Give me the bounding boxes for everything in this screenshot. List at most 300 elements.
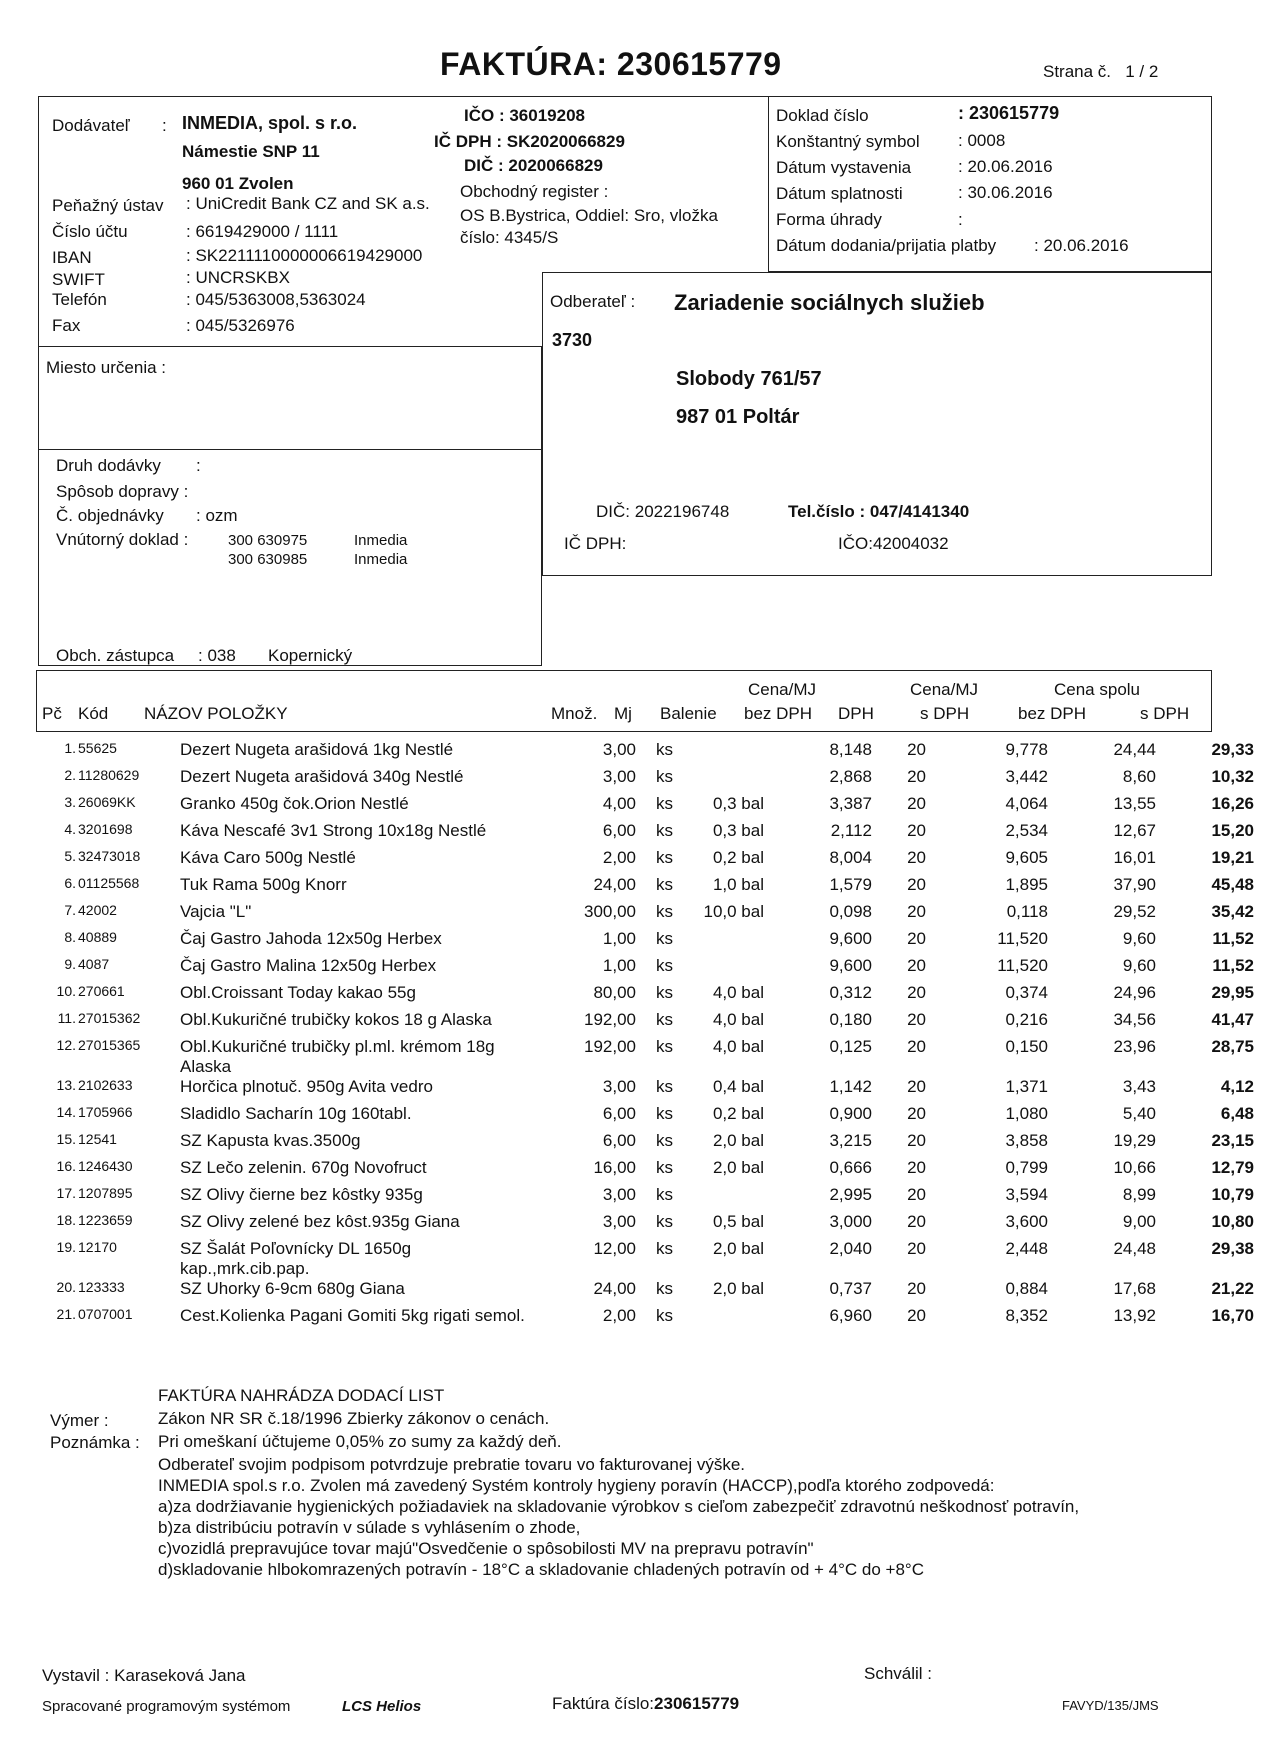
forma-value: : [958,210,963,229]
iban-label: IBAN [52,248,92,267]
page-value: 1 / 2 [1125,62,1159,81]
cell-nazov [180,1131,570,1158]
cell-nazov [180,848,570,875]
item-name: Granko 450g čok.Orion Nestlé [180,794,409,813]
cell-spolu-s: 6,48 [1220,1104,1254,1123]
cell-mj: ks [656,1185,673,1204]
cell-cena-s: 4,064 [1005,794,1048,813]
cell-spolu-bez: 29,52 [1113,902,1156,921]
items-table [38,740,1254,1333]
th-spolu-bez: bez DPH [1018,704,1087,723]
note-line1: Pri omeškaní účtujeme 0,05% zo sumy za každý deň. [158,1432,562,1451]
item-name: Tuk Rama 500g Knorr [180,875,347,894]
cell-kod: 1705966 [78,1104,133,1120]
item-name: Čaj Gastro Malina 12x50g Herbex [180,956,437,975]
customer-box [542,272,1212,576]
fax-label: Fax [52,316,81,335]
cell-cena-s: 2,534 [1005,821,1048,840]
cell-spolu-bez: 24,96 [1113,983,1156,1002]
cell-nazov [180,1010,570,1037]
cell-cena-bez: 1,579 [829,875,872,894]
cell-mj: ks [656,983,673,1002]
table-row [38,1131,1254,1158]
note-line7: d)skladovanie hlbokomrazených potravín - 18°C a skladovanie chladených potravín od + 4°C do +8°C [158,1560,925,1579]
cell-nazov [180,983,570,1010]
schvalil-label: Schválil : [864,1664,933,1683]
supplier-ico: IČO : 36019208 [464,106,585,125]
th-pc: Pč [42,704,62,723]
item-name: Sladidlo Sacharín 10g 160tabl. [180,1104,412,1123]
cell-spolu-bez: 12,67 [1113,821,1156,840]
table-row [38,1306,1254,1333]
note-line2: Odberateľ svojim podpisom potvrdzuje prebratie tovaru vo fakturovanej výške. [158,1455,746,1474]
doklad-value: : 230615779 [958,103,1060,123]
th-spolu: Cena spolu [1054,680,1141,699]
cell-spolu-s: 10,32 [1211,767,1254,786]
vnut2-num: 300 630985 [228,551,308,568]
th-cena-bez-2: bez DPH [744,704,813,723]
iban-value: : SK2211110000006619429000 [186,246,423,265]
customer-ico: IČO:42004032 [838,534,949,553]
cell-dph: 20 [907,1131,926,1150]
table-row [38,794,1254,821]
cell-cena-bez: 2,112 [830,821,872,840]
cell-cena-bez: 0,180 [829,1010,872,1029]
cell-dph: 20 [907,1037,926,1056]
register-line1: OS B.Bystrica, Oddiel: Sro, vložka [460,206,718,225]
vymer-value: Zákon NR SR č.18/1996 Zbierky zákonov o cenách. [158,1409,550,1428]
phone-value: : 045/5363008,5363024 [186,290,366,309]
cell-mj: ks [656,929,673,948]
phone-label: Telefón [52,290,107,309]
splatnosti-label: Dátum splatnosti [776,184,903,203]
table-row [38,1239,1254,1279]
cell-mj: ks [656,1104,673,1123]
cell-cena-bez: 0,666 [829,1158,872,1177]
cell-cena-s: 3,858 [1005,1131,1048,1150]
item-name: SZ Šalát Poľovnícky DL 1650g [180,1239,412,1258]
cell-mnoz: 1,00 [602,956,636,975]
supplier-street: Námestie SNP 11 [182,142,320,161]
cell-spolu-bez: 8,60 [1122,767,1156,786]
cell-cena-s: 0,884 [1005,1279,1048,1298]
item-name: Káva Nescafé 3v1 Strong 10x18g Nestlé [180,821,487,840]
system-label: Spracované programovým systémom [42,1698,291,1715]
cell-spolu-bez: 24,44 [1113,740,1156,759]
cell-kod: 1207895 [78,1185,133,1201]
ks-label: Konštantný symbol [776,132,920,151]
customer-name: Zariadenie sociálnych služieb [674,290,985,315]
fax-value: : 045/5326976 [186,316,295,335]
cell-bal: 0,4 bal [712,1077,764,1096]
cell-kod: 3201698 [78,821,133,837]
cell-dph: 20 [907,956,926,975]
th-spolu-s: s DPH [1140,704,1190,723]
cell-kod: 0707001 [78,1306,133,1322]
cell-bal: 0,5 bal [712,1212,764,1231]
cell-mj: ks [656,1306,673,1325]
customer-label: Odberateľ : [550,292,636,311]
cell-cena-bez: 2,868 [829,767,872,786]
cell-mj: ks [656,1077,673,1096]
cell-dph: 20 [907,821,926,840]
cell-pc: 2. [64,767,76,783]
cell-bal [696,1306,764,1333]
cell-kod: 1223659 [78,1212,133,1228]
cell-mnoz: 6,00 [602,1104,636,1123]
cell-nazov [180,1212,570,1239]
cell-dph: 20 [907,902,926,921]
note-line4: a)za dodržiavanie hygienických požiadaviek na skladovanie výrobkov s cieľom zabezpečiť zdravotnú neškodnosť potravín, [158,1497,1080,1516]
account-label: Číslo účtu [52,222,128,241]
table-row [38,740,1254,767]
cell-pc: 19. [56,1239,76,1255]
cell-mj: ks [656,1212,673,1231]
dodania-label: Dátum dodania/prijatia platby [776,236,997,255]
item-name: SZ Uhorky 6-9cm 680g Giana [180,1279,405,1298]
system-name: LCS Helios [342,1698,422,1715]
table-row [38,1037,1254,1077]
cell-cena-s: 3,442 [1005,767,1048,786]
cell-pc: 16. [56,1158,76,1174]
table-row [38,875,1254,902]
supplier-colon: : [162,116,167,135]
th-kod: Kód [78,704,109,723]
vymer-label: Výmer : [50,1411,109,1430]
cell-spolu-s: 29,38 [1211,1239,1254,1258]
cell-cena-s: 0,374 [1005,983,1048,1002]
th-mnoz: Množ. [551,704,598,723]
cell-dph: 20 [907,740,926,759]
cell-kod: 12541 [78,1131,117,1147]
cell-bal: 0,2 bal [712,848,764,867]
cell-mnoz: 24,00 [593,1279,636,1298]
cell-cena-bez: 8,004 [829,848,872,867]
cell-mnoz: 3,00 [602,767,636,786]
cell-kod: 26069KK [78,794,136,810]
item-name: Obl.Kukuričné trubičky pl.ml. krémom 18g [180,1037,495,1056]
zastupca-name: Kopernický [268,646,353,665]
cell-mj: ks [656,1010,673,1029]
cell-mnoz: 4,00 [602,794,636,813]
cell-pc: 10. [56,983,76,999]
sposob-label: Spôsob dopravy : [56,482,189,501]
table-row [38,983,1254,1010]
cell-cena-bez: 1,142 [829,1077,872,1096]
zastupca-label: Obch. zástupca [56,646,175,665]
cell-spolu-bez: 13,55 [1113,794,1156,813]
item-name: Dezert Nugeta arašidová 1kg Nestlé [180,740,454,759]
table-row [38,1010,1254,1037]
cell-bal: 10,0 bal [703,902,764,921]
cell-dph: 20 [907,1306,926,1325]
cell-spolu-bez: 3,43 [1122,1077,1156,1096]
cell-pc: 3. [64,794,76,810]
cell-mj: ks [656,794,673,813]
cell-kod: 32473018 [78,848,141,864]
cell-cena-bez: 9,600 [829,929,872,948]
cell-mnoz: 3,00 [602,1185,636,1204]
cell-cena-bez: 2,040 [829,1239,872,1258]
cell-mnoz: 2,00 [602,1306,636,1325]
cell-spolu-bez: 13,92 [1113,1306,1156,1325]
cell-mj: ks [656,1158,673,1177]
note-line6: c)vozidlá prepravujúce tovar majú"Osvedčenie o spôsobilosti MV na prepravu potravín" [158,1539,814,1558]
item-name: SZ Lečo zelenin. 670g Novofruct [180,1158,427,1177]
cell-mj: ks [656,740,673,759]
footer-invoice: Faktúra číslo:230615779 [552,1694,740,1713]
cell-kod: 12170 [78,1239,117,1255]
register-label: Obchodný register : [460,182,609,201]
cell-pc: 11. [57,1010,76,1026]
cell-bal: 2,0 bal [712,1279,764,1298]
table-row [38,1212,1254,1239]
cell-dph: 20 [907,1104,926,1123]
cell-bal: 1,0 bal [712,875,764,894]
register-line2: číslo: 4345/S [460,228,559,247]
vnut-label: Vnútorný doklad : [56,530,189,549]
cell-cena-s: 3,600 [1005,1212,1048,1231]
cell-bal: 2,0 bal [712,1131,764,1150]
table-row [38,1104,1254,1131]
cell-dph: 20 [907,1185,926,1204]
cell-bal: 2,0 bal [712,1239,764,1258]
item-name: Obl.Kukuričné trubičky kokos 18 g Alaska [180,1010,492,1029]
item-name: Horčica plnotuč. 950g Avita vedro [180,1077,433,1096]
invoice-title-label: FAKTÚRA: [440,46,608,82]
cell-mnoz: 12,00 [593,1239,636,1258]
zastupca-value: : 038 [198,646,236,665]
cell-pc: 7. [64,902,76,918]
cell-spolu-bez: 16,01 [1113,848,1156,867]
cell-nazov [180,902,570,929]
item-name: Čaj Gastro Jahoda 12x50g Herbex [180,929,442,948]
customer-city: 987 01 Poltár [676,406,800,428]
cell-kod: 27015365 [78,1037,141,1053]
footer-code: FAVYD/135/JMS [1062,1698,1159,1713]
cell-cena-bez: 2,995 [829,1185,872,1204]
cell-nazov [180,1104,570,1131]
swift-value: : UNCRSKBX [186,268,290,287]
bank-value: : UniCredit Bank CZ and SK a.s. [186,194,430,213]
cell-spolu-s: 29,33 [1211,740,1254,759]
cell-mnoz: 3,00 [602,1212,636,1231]
supplier-city: 960 01 Zvolen [182,174,294,193]
cell-spolu-s: 11,52 [1212,929,1254,948]
cell-spolu-bez: 34,56 [1113,1010,1156,1029]
cell-kod: 01125568 [78,875,140,891]
cell-kod: 42002 [78,902,117,918]
table-row [38,956,1254,983]
th-cena-s-2: s DPH [920,704,970,723]
doklad-label: Doklad číslo [776,106,869,125]
cell-spolu-s: 41,47 [1211,1010,1254,1029]
table-row [38,902,1254,929]
poznamka-label: Poznámka : [50,1433,140,1452]
item-name: Cest.Kolienka Pagani Gomiti 5kg rigati semol. [180,1306,525,1325]
cell-kod: 270661 [78,983,125,999]
cell-kod: 123333 [78,1279,125,1295]
supplier-name: INMEDIA, spol. s r.o. [182,113,358,133]
cell-spolu-bez: 17,68 [1113,1279,1156,1298]
cell-dph: 20 [907,848,926,867]
note-line5: b)za distribúciu potravín v súlade s vyhlásením o zhode, [158,1518,581,1537]
cell-bal [696,956,764,983]
cell-spolu-bez: 8,99 [1122,1185,1156,1204]
item-name: Káva Caro 500g Nestlé [180,848,356,867]
druh-label: Druh dodávky [56,456,161,475]
cell-cena-s: 3,594 [1005,1185,1048,1204]
cell-kod: 40889 [78,929,117,945]
account-value: : 6619429000 / 1111 [186,222,339,241]
cell-spolu-s: 28,75 [1211,1037,1254,1056]
cell-cena-s: 0,216 [1005,1010,1048,1029]
cell-cena-bez: 0,900 [829,1104,872,1123]
customer-icdph: IČ DPH: [564,534,627,553]
cell-pc: 6. [64,875,76,891]
cell-dph: 20 [907,1279,926,1298]
item-name-line2: Alaska [180,1057,232,1076]
cell-mnoz: 80,00 [593,983,636,1002]
cell-pc: 13. [56,1077,76,1093]
page-label: Strana č. [1043,62,1112,81]
cell-dph: 20 [907,1239,926,1258]
cell-cena-s: 11,520 [997,929,1048,948]
cell-nazov [180,767,570,794]
cell-nazov [180,1279,570,1306]
customer-code: 3730 [552,330,593,350]
vystavenia-value: : 20.06.2016 [958,157,1053,176]
cell-cena-bez: 0,125 [829,1037,872,1056]
cell-mnoz: 300,00 [584,902,636,921]
cell-bal: 4,0 bal [712,1037,764,1056]
cell-bal: 4,0 bal [712,1010,764,1029]
table-row [38,929,1254,956]
cell-dph: 20 [907,1158,926,1177]
cell-spolu-bez: 9,00 [1122,1212,1156,1231]
dodania-value: : 20.06.2016 [1034,236,1129,255]
swift-label: SWIFT [52,270,105,289]
cell-spolu-s: 16,70 [1211,1306,1254,1325]
cell-bal: 0,3 bal [712,821,764,840]
cell-mj: ks [656,767,673,786]
cell-nazov [180,1077,570,1104]
cell-cena-bez: 3,000 [829,1212,872,1231]
item-name: SZ Olivy čierne bez kôstky 935g [180,1185,423,1204]
cell-cena-s: 0,150 [1005,1037,1048,1056]
cell-mnoz: 6,00 [602,821,636,840]
item-name: Vajcia "L" [180,902,252,921]
cell-nazov [180,794,570,821]
item-name-line2: kap.,mrk.cib.pap. [180,1259,310,1278]
cell-spolu-bez: 37,90 [1113,875,1156,894]
cell-spolu-bez: 10,66 [1113,1158,1156,1177]
th-cena-s-1: Cena/MJ [910,680,979,699]
item-name: SZ Olivy zelené bez kôst.935g Giana [180,1212,460,1231]
page-indicator [1043,62,1158,82]
item-name: Obl.Croissant Today kakao 55g [180,983,416,1002]
cell-pc: 21. [56,1306,76,1322]
vnut2-name: Inmedia [354,551,408,568]
cell-pc: 15. [56,1131,76,1147]
cell-nazov [180,875,570,902]
cell-mnoz: 1,00 [602,929,636,948]
cell-nazov [180,740,570,767]
cell-spolu-s: 10,80 [1211,1212,1254,1231]
cell-pc: 1. [64,740,76,756]
cell-nazov [180,1239,570,1279]
cell-mnoz: 3,00 [602,1077,636,1096]
cell-bal [696,929,764,956]
invoice-number: 230615779 [616,46,782,82]
cell-nazov [180,1185,570,1212]
cell-spolu-bez: 9,60 [1122,956,1156,975]
cell-mnoz: 16,00 [593,1158,636,1177]
cell-pc: 5. [64,848,76,864]
cell-nazov [180,1306,570,1333]
supplier-icdph: IČ DPH : SK2020066829 [434,132,625,151]
cell-pc: 9. [64,956,76,972]
cell-cena-s: 9,605 [1005,848,1048,867]
item-name: Dezert Nugeta arašidová 340g Nestlé [180,767,464,786]
cell-bal: 0,3 bal [712,794,764,813]
th-cena-bez-1: Cena/MJ [748,680,817,699]
cell-cena-s: 8,352 [1005,1306,1048,1325]
table-row [38,848,1254,875]
cell-cena-bez: 3,215 [829,1131,872,1150]
cell-pc: 4. [64,821,76,837]
cell-mj: ks [656,902,673,921]
cell-spolu-s: 35,42 [1211,902,1254,921]
replaces-note: FAKTÚRA NAHRÁDZA DODACÍ LIST [158,1386,445,1405]
th-mj: Mj [614,704,632,723]
cell-spolu-bez: 23,96 [1113,1037,1156,1056]
obj-value: : ozm [196,506,238,525]
cell-nazov [180,1158,570,1185]
cell-cena-s: 1,080 [1005,1104,1048,1123]
customer-tel: Tel.číslo : 047/4141340 [788,502,970,521]
cell-bal: 4,0 bal [712,983,764,1002]
cell-cena-bez: 3,387 [829,794,872,813]
cell-mj: ks [656,848,673,867]
cell-spolu-bez: 5,40 [1122,1104,1156,1123]
cell-spolu-bez: 9,60 [1122,929,1156,948]
vnut1-num: 300 630975 [228,532,308,549]
cell-mj: ks [656,875,673,894]
cell-pc: 17. [56,1185,76,1201]
vystavil: Vystavil : Karaseková Jana [42,1666,246,1685]
th-nazov: NÁZOV POLOŽKY [144,704,288,723]
cell-mj: ks [656,821,673,840]
cell-dph: 20 [907,1212,926,1231]
splatnosti-value: : 30.06.2016 [958,183,1053,202]
cell-mj: ks [656,1279,673,1298]
cell-spolu-s: 15,20 [1211,821,1254,840]
forma-label: Forma úhrady [776,210,882,229]
cell-pc: 18. [56,1212,76,1228]
cell-nazov [180,821,570,848]
cell-mnoz: 192,00 [584,1010,636,1029]
cell-nazov [180,1037,570,1077]
cell-cena-s: 9,778 [1005,740,1048,759]
cell-cena-bez: 0,312 [829,983,872,1002]
cell-nazov [180,956,570,983]
cell-spolu-s: 4,12 [1220,1077,1254,1096]
cell-cena-bez: 8,148 [829,740,872,759]
cell-mnoz: 24,00 [593,875,636,894]
cell-mj: ks [656,1239,673,1258]
item-name: SZ Kapusta kvas.3500g [180,1131,361,1150]
